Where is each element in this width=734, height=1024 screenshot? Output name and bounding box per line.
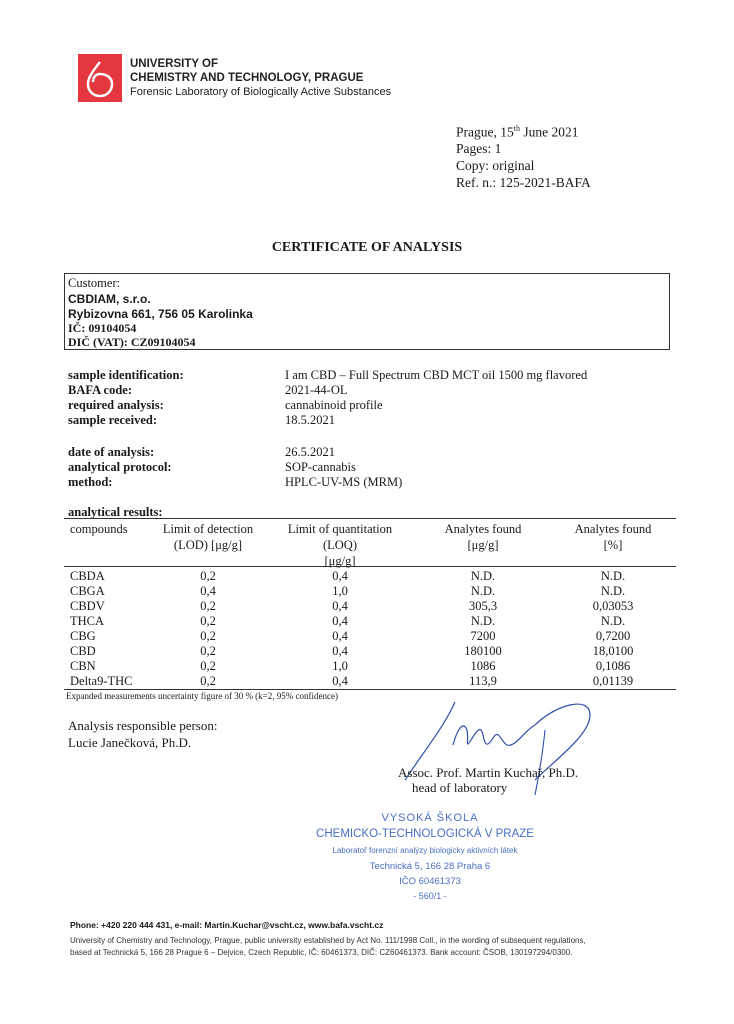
head-title: head of laboratory [412, 780, 508, 795]
page-count: Pages: 1 [456, 141, 502, 156]
cell-loq: 0,4 [332, 629, 348, 643]
cell-found-ug: N.D. [470, 584, 496, 598]
cell-compound: Delta9-THC [70, 674, 133, 688]
stamp-line6: - 560/1 - [413, 891, 447, 901]
footer-contact: Phone: +420 220 444 431, e-mail: Martin.Kuchar@vscht.cz, www.bafa.vscht.cz [70, 920, 384, 930]
col-header-lod: Limit of detection (LOD) [μg/g] [162, 522, 254, 552]
col-header-found-ug: Analytes found [μg/g] [444, 522, 522, 552]
analysis-date-label: date of analysis: [68, 445, 155, 459]
results-label: analytical results: [68, 505, 163, 519]
cell-compound: CBG [70, 629, 96, 643]
stamp-line5: IČO 60461373 [399, 876, 461, 887]
cell-lod: 0,4 [200, 584, 216, 598]
cell-compound: CBN [70, 659, 96, 673]
cell-loq: 1,0 [332, 659, 348, 673]
cell-lod: 0,2 [200, 659, 216, 673]
sample-id-value: I am CBD – Full Spectrum CBD MCT oil 1500 mg flavored [285, 368, 588, 382]
cell-compound: THCA [70, 614, 105, 628]
stamp-line4: Technická 5, 166 28 Praha 6 [369, 861, 491, 872]
cell-found-ug: 1086 [470, 659, 496, 673]
cell-found-ug: N.D. [470, 614, 496, 628]
responsible-label: Analysis responsible person: [68, 718, 218, 733]
cell-compound: CBGA [70, 584, 105, 598]
cell-lod: 0,2 [200, 674, 216, 688]
customer-name: CBDIAM, s.r.o. [68, 292, 151, 306]
customer-dic: DIČ (VAT): CZ09104054 [68, 335, 196, 349]
footer-legal-line1: University of Chemistry and Technology, Prague, public university established by Act No. 111/1998 Coll., in the wording of subsequent regulations, [70, 936, 586, 945]
cell-found-pct: 0,1086 [595, 659, 631, 673]
cell-lod: 0,2 [200, 569, 216, 583]
stamp-line3: Laboratoř forenzní analýzy biologicky aktivních látek [332, 846, 518, 855]
cell-compound: CBDA [70, 569, 105, 583]
bafa-code-label: BAFA code: [68, 383, 132, 397]
document-date: Prague, 15th June 2021 [456, 124, 579, 140]
cell-loq: 0,4 [332, 599, 348, 613]
reference-number: Ref. n.: 125-2021-BAFA [456, 175, 591, 190]
col-header-loq: Limit of quantitation (LOQ) [μg/g] [287, 522, 393, 568]
org-name-line1: UNIVERSITY OF [130, 58, 218, 70]
cell-compound: CBDV [70, 599, 105, 613]
table-top-rule [64, 518, 676, 519]
cell-found-pct: N.D. [600, 614, 626, 628]
cell-lod: 0,2 [200, 644, 216, 658]
cell-loq: 0,4 [332, 614, 348, 628]
org-subtitle: Forensic Laboratory of Biologically Active Substances [130, 86, 392, 98]
cell-found-pct: 0,01139 [592, 674, 634, 688]
cell-found-pct: N.D. [600, 569, 626, 583]
cell-found-ug: 305,3 [468, 599, 498, 613]
col-header-found-pct: Analytes found [%] [574, 522, 652, 552]
cell-lod: 0,2 [200, 599, 216, 613]
cell-found-ug: 7200 [470, 629, 496, 643]
protocol-value: SOP-cannabis [285, 460, 356, 474]
cell-loq: 1,0 [332, 584, 348, 598]
cell-found-ug: N.D. [470, 569, 496, 583]
cell-found-ug: 180100 [464, 644, 502, 658]
sample-id-label: sample identification: [68, 368, 184, 382]
stamp-line1: VYSOKÁ ŠKOLA [381, 812, 479, 824]
protocol-label: analytical protocol: [68, 460, 172, 474]
footer-legal-line2: based at Technická 5, 166 28 Prague 6 – Dejvice, Czech Republic, IČ: 60461373, DIČ: CZ60461373. Bank account: ČSOB, 130197294/0300. [70, 948, 573, 957]
bafa-code-value: 2021-44-OL [285, 383, 348, 397]
responsible-name: Lucie Janečková, Ph.D. [68, 735, 192, 750]
cell-lod: 0,2 [200, 614, 216, 628]
cell-found-pct: 0,03053 [592, 599, 634, 613]
col-header-compounds: compounds [70, 522, 128, 536]
university-logo [78, 54, 122, 102]
sample-received-value: 18.5.2021 [285, 413, 335, 427]
cell-found-pct: N.D. [600, 584, 626, 598]
customer-ic: IČ: 09104054 [68, 321, 137, 335]
required-analysis-label: required analysis: [68, 398, 164, 412]
org-name-line2: CHEMISTRY AND TECHNOLOGY, PRAGUE [130, 72, 364, 84]
cell-compound: CBD [70, 644, 96, 658]
method-value: HPLC-UV-MS (MRM) [285, 475, 403, 489]
copy-type: Copy: original [456, 158, 535, 173]
sample-received-label: sample received: [68, 413, 157, 427]
customer-label: Customer: [68, 276, 121, 290]
method-label: method: [68, 475, 113, 489]
table-header-rule [64, 566, 676, 567]
cell-found-ug: 113,9 [469, 674, 497, 688]
cell-loq: 0,4 [332, 569, 348, 583]
analysis-date-value: 26.5.2021 [285, 445, 335, 459]
cell-lod: 0,2 [200, 629, 216, 643]
customer-address: Rybizovna 661, 756 05 Karolinka [68, 307, 253, 321]
stamp-line2: CHEMICKO-TECHNOLOGICKÁ V PRAZE [316, 828, 534, 840]
cell-loq: 0,4 [332, 644, 348, 658]
cell-found-pct: 18,0100 [592, 644, 634, 658]
required-analysis-value: cannabinoid profile [285, 398, 383, 412]
cell-loq: 0,4 [332, 674, 348, 688]
cell-found-pct: 0,7200 [595, 629, 631, 643]
head-name: Assoc. Prof. Martin Kuchař, Ph.D. [398, 765, 579, 780]
document-title: CERTIFICATE OF ANALYSIS [271, 240, 463, 255]
uncertainty-note: Expanded measurements uncertainty figure of 30 % (k=2, 95% confidence) [66, 691, 338, 701]
